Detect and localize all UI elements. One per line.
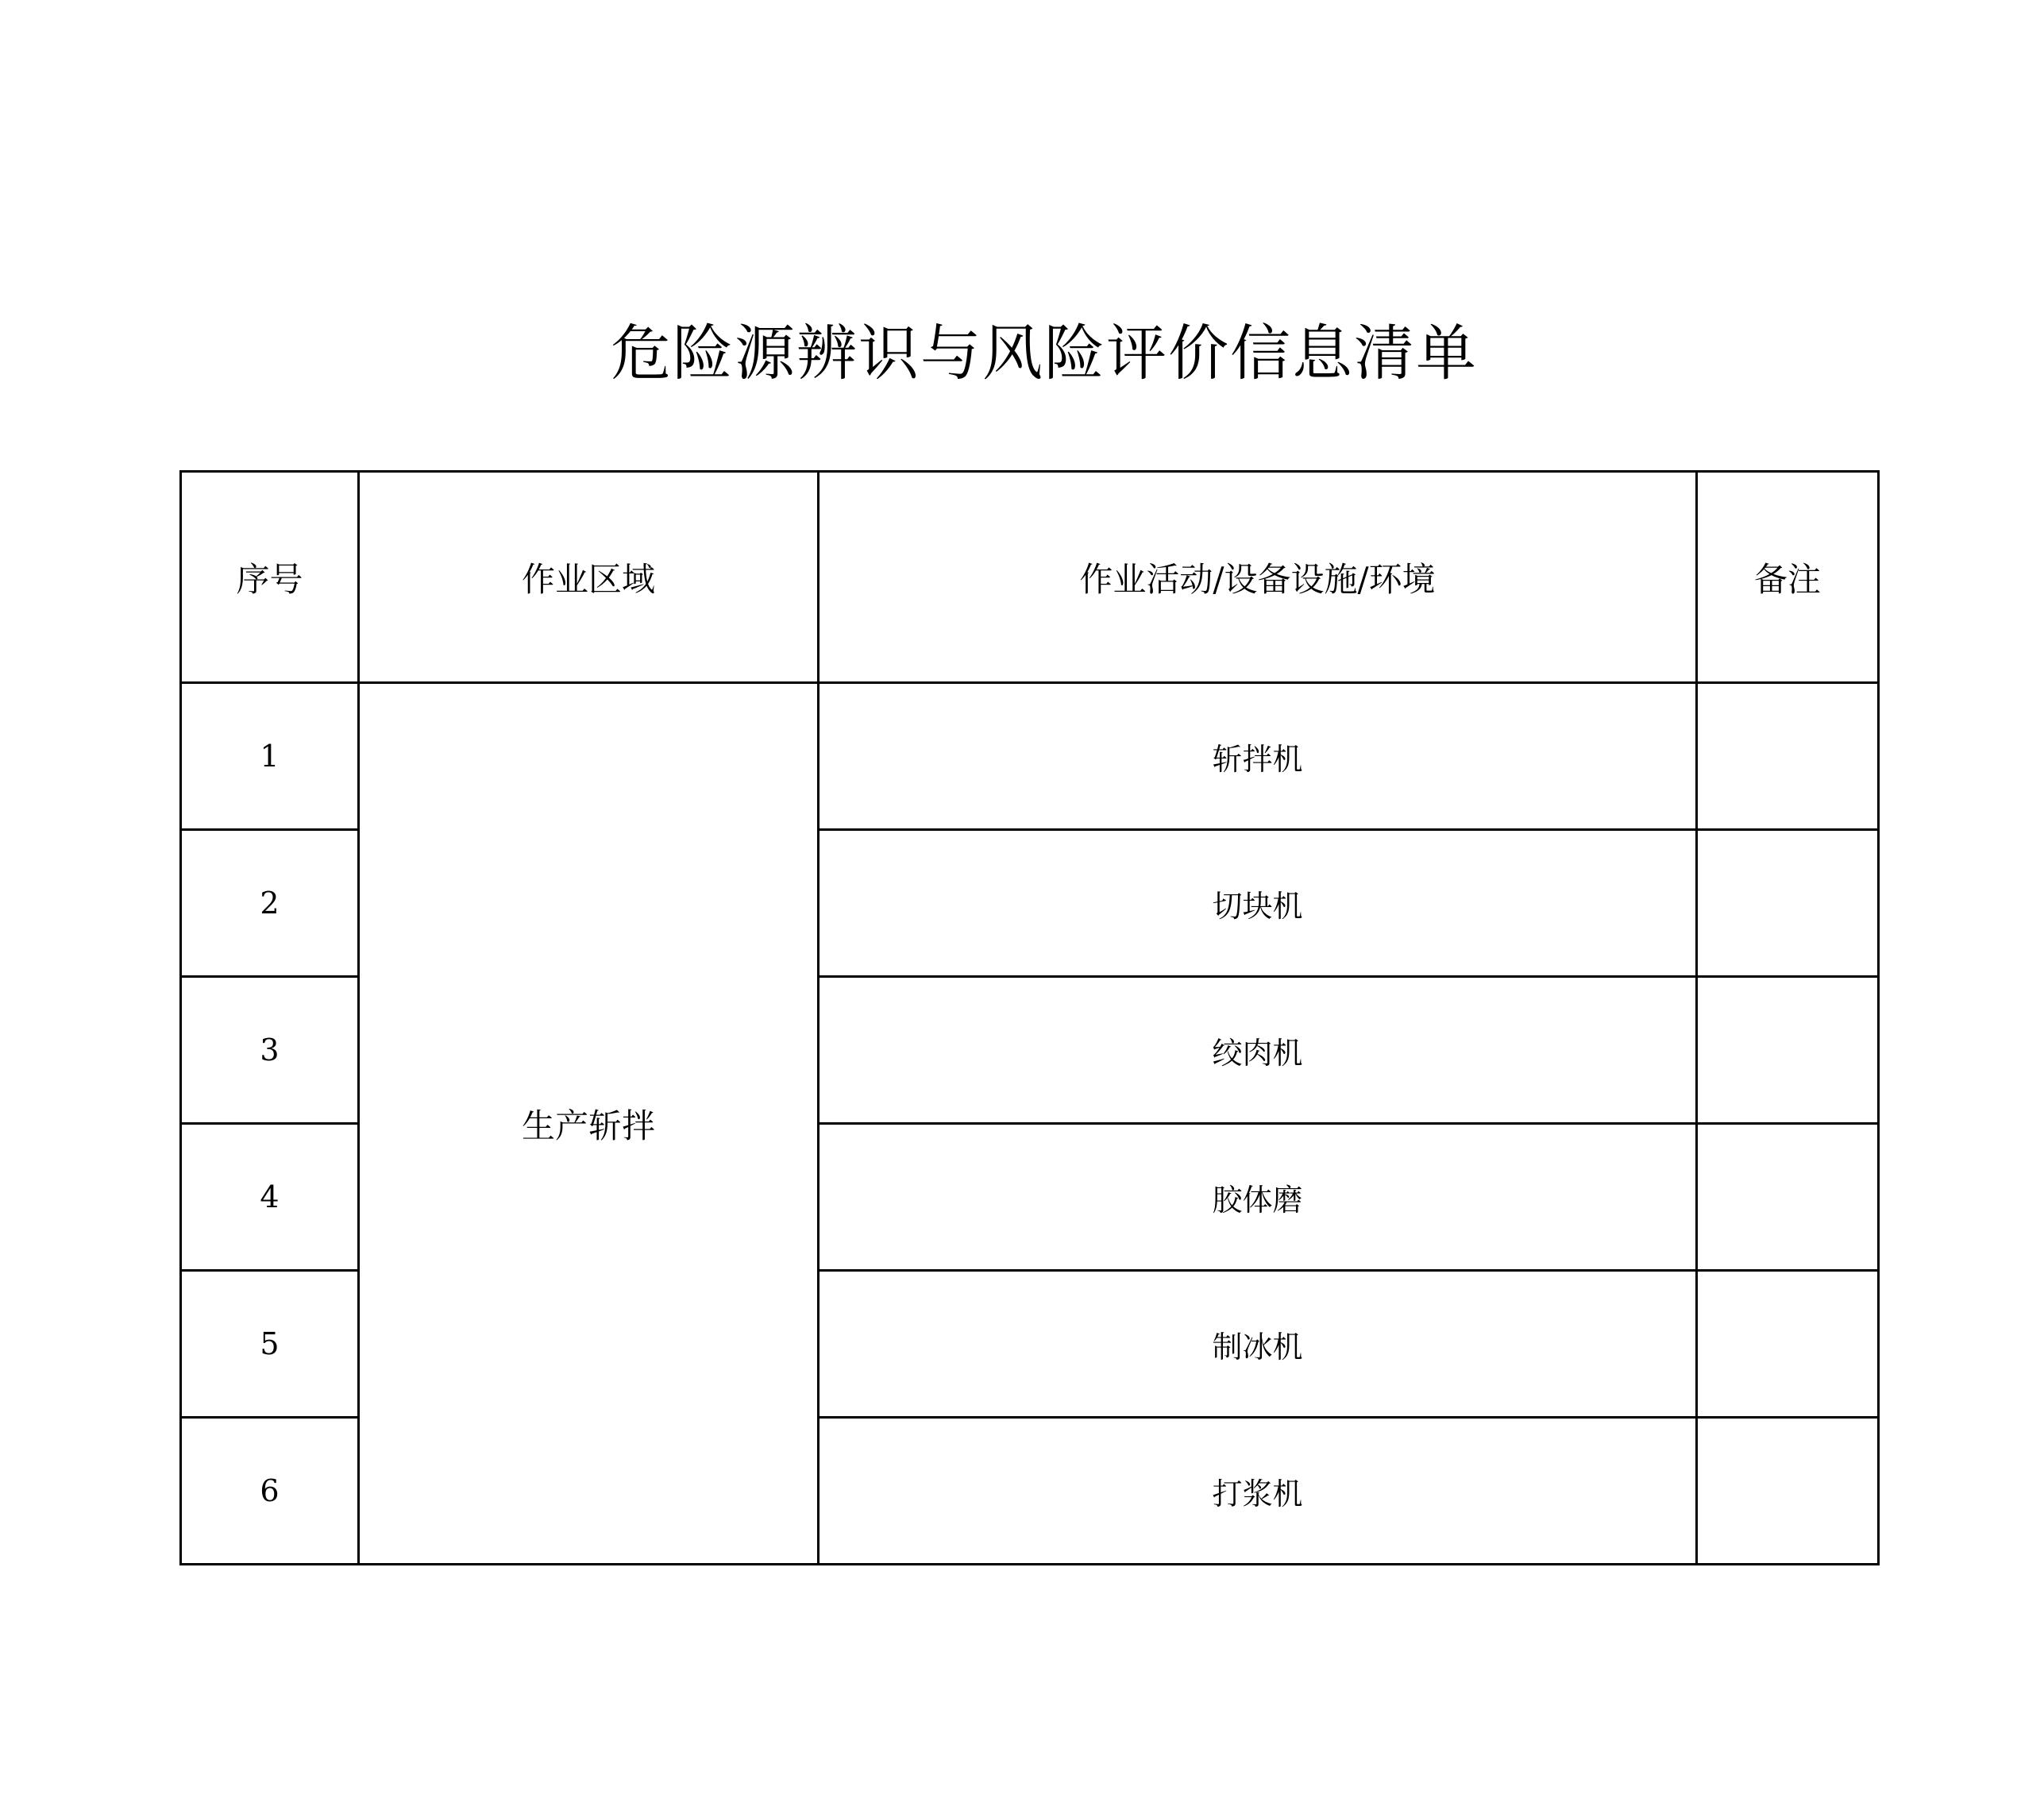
cell-seq: 1 <box>181 683 359 830</box>
cell-activity: 打浆机 <box>819 1418 1697 1565</box>
cell-seq: 3 <box>181 977 359 1124</box>
cell-seq: 5 <box>181 1271 359 1418</box>
cell-remark <box>1697 683 1879 830</box>
header-remark: 备注 <box>1697 472 1879 683</box>
cell-remark <box>1697 1271 1879 1418</box>
header-area: 作业区域 <box>359 472 819 683</box>
cell-seq: 2 <box>181 830 359 977</box>
cell-seq: 6 <box>181 1418 359 1565</box>
page-title: 危险源辨识与风险评价信息清单 <box>611 318 1478 388</box>
header-seq: 序号 <box>181 472 359 683</box>
header-activity: 作业活动/设备设施/环境 <box>819 472 1697 683</box>
cell-activity: 制冰机 <box>819 1271 1697 1418</box>
cell-activity: 胶体磨 <box>819 1124 1697 1271</box>
table-row <box>181 683 1879 830</box>
hazard-table <box>179 470 1880 1565</box>
cell-activity: 绞肉机 <box>819 977 1697 1124</box>
cell-area: 生产斩拌 <box>359 683 819 1565</box>
cell-remark <box>1697 1124 1879 1271</box>
cell-remark <box>1697 830 1879 977</box>
cell-remark <box>1697 1418 1879 1565</box>
cell-activity: 切块机 <box>819 830 1697 977</box>
cell-activity: 斩拌机 <box>819 683 1697 830</box>
header-row <box>181 472 1879 683</box>
cell-remark <box>1697 977 1879 1124</box>
cell-seq: 4 <box>181 1124 359 1271</box>
